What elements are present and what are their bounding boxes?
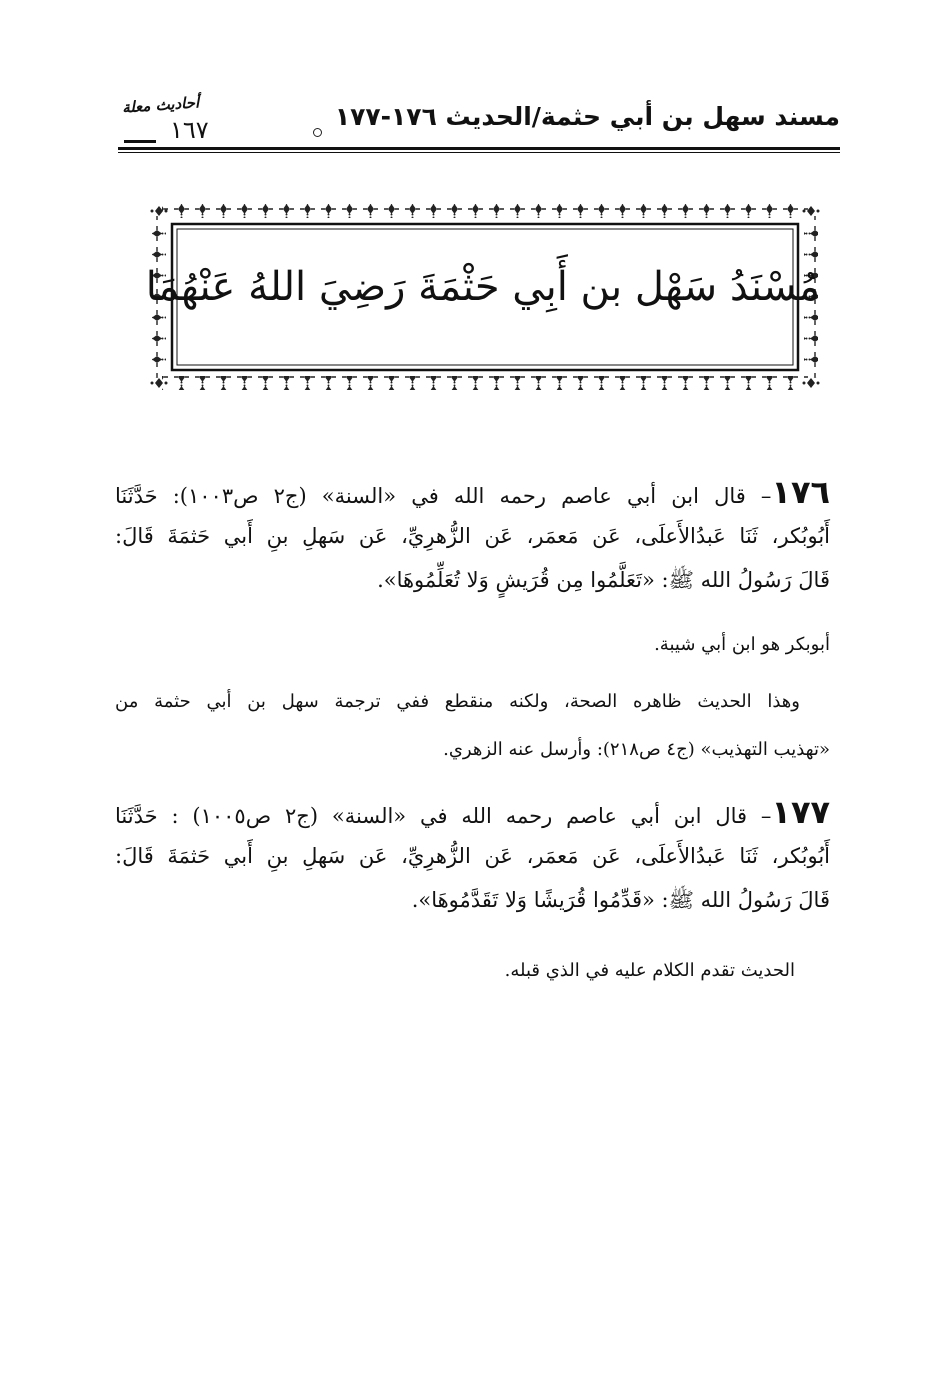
page-number: ١٦٧ (170, 116, 209, 144)
circle-mark-icon (313, 128, 322, 137)
hadith-176-line-1-text: – قال ابن أبي عاصم رحمه الله في «السنة» (ج٢ ص١٠٠٣): حَدَّثَنَا (115, 484, 772, 508)
hadith-177-line-2: أَبُوبُكر، ثَنَا عَبدُالأَعلَى، عَن مَعمَر، عَن الزُّهرِيِّ، عَن سَهلِ بنِ أَبي حَثمَةَ قَالَ: (115, 844, 830, 868)
musnad-title: مُسْنَدُ سَهْل بن أَبِي حَثْمَةَ رَضِيَ اللهُ عَنْهُمَا (145, 264, 820, 310)
hadith-176-comment-line-2: «تهذيب التهذيب» (ج٤ ص٢١٨): وأرسل عنه الزهري. (443, 739, 830, 760)
hadith-176-comment-line-1: وهذا الحديث ظاهره الصحة، ولكنه منقطع ففي ترجمة سهل بن أبي حثمة من (115, 691, 800, 712)
hadith-177-line-1 (115, 790, 830, 834)
hadith-177-note: الحديث تقدم الكلام عليه في الذي قبله. (504, 960, 795, 981)
title-frame (145, 202, 820, 392)
corner-handwritten-note: أحاديث معلة (121, 93, 200, 117)
hadith-176-comment (115, 678, 830, 774)
running-title: مسند سهل بن أبي حثمة/الحديث ١٧٦-١٧٧ (334, 102, 840, 131)
hadith-177 (115, 790, 830, 922)
hadith-176-number: ١٧٦ (771, 473, 830, 511)
page-number-dash (124, 140, 156, 143)
hadith-177-line-3: قَالَ رَسُولُ الله ﷺ: «قَدِّمُوا قُرَيشًا وَلا تَقَدَّمُوهَا». (411, 888, 830, 912)
hadith-176-line-1 (115, 470, 830, 514)
hadith-177-number: ١٧٧ (771, 793, 830, 831)
hadith-176-note: أبوبكر هو ابن أبي شيبة. (654, 634, 830, 655)
hadith-176 (115, 470, 830, 602)
hadith-176-line-3: قَالَ رَسُولُ الله ﷺ: «تَعَلَّمُوا مِن قُرَيشٍ وَلا تُعَلِّمُوهَا». (377, 568, 830, 592)
header-rule-thick (118, 147, 840, 150)
hadith-176-line-2: أَبُوبُكر، ثَنَا عَبدُالأَعلَى، عَن مَعمَر، عَن الزُّهرِيِّ، عَن سَهلِ بنِ أَبي حَثمَةَ قَالَ: (115, 524, 830, 548)
header-rule-thin (118, 152, 840, 153)
hadith-177-line-1-text: – قال ابن أبي عاصم رحمه الله في «السنة» (ج٢ ص١٠٠٥) : حَدَّثَنَا (115, 804, 772, 828)
